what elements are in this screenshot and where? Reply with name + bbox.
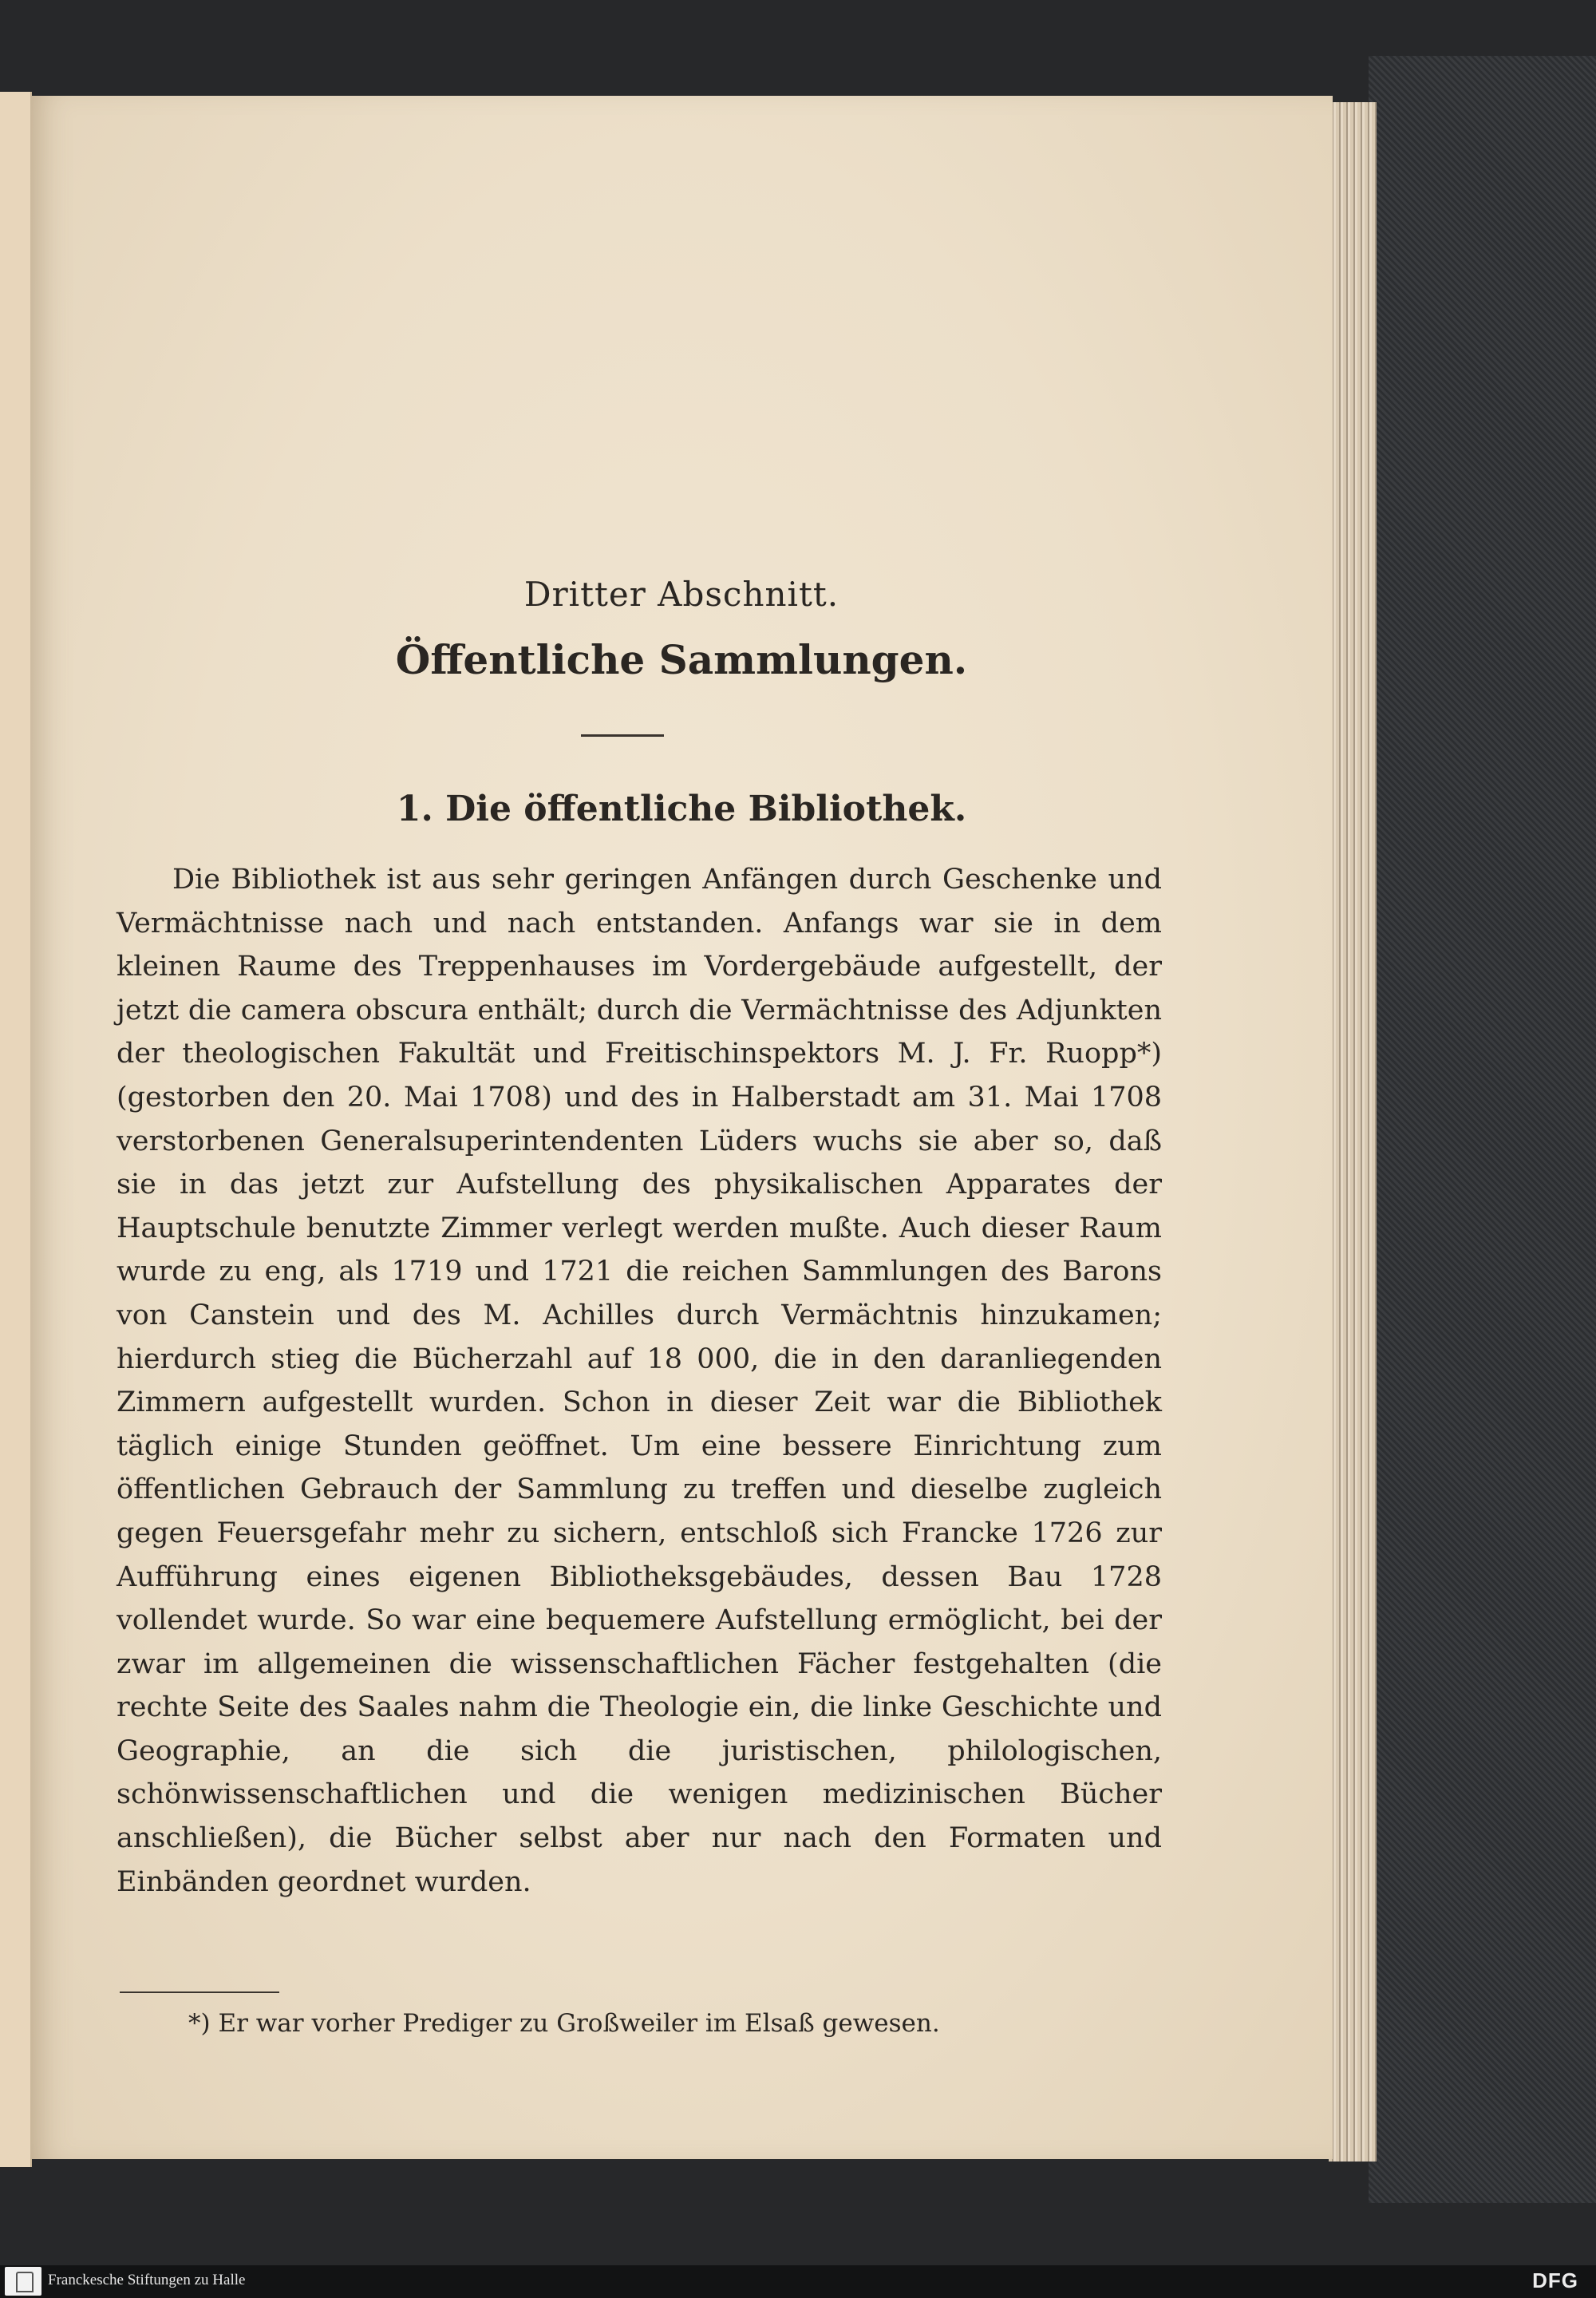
book-page [30, 96, 1333, 2159]
footnote: *) Er war vorher Prediger zu Großweiler im Elsaß gewesen. [188, 2009, 940, 2038]
page-edges [1329, 102, 1377, 2162]
subsection-title: 1. Die öffentliche Bibliothek. [396, 789, 967, 829]
section-label: Dritter Abschnitt. [523, 575, 839, 614]
left-page-edge [0, 92, 32, 2167]
book-cover-spine [1369, 56, 1596, 2203]
title-divider [581, 734, 664, 737]
section-title: Öffentliche Sammlungen. [395, 636, 968, 683]
dfg-logo: DFG [1532, 2268, 1578, 2292]
paragraph: Die Bibliothek ist aus sehr geringen Anfängen durch Geschenke und Vermächtnisse nach und nach entstanden. Anfangs war sie in dem kleinen Raume des Treppenhauses im Vordergebäude aufgestellt, der jetzt die camera obscura enthält; durch die Vermächtnisse des Adjunkten der theologischen Fakultät und Freitischinspektors M. J. Fr. Ruopp*) (gestorben den 20. Mai 1708) und des in Halberstadt am 31. Mai 1708 verstorbenen Generalsuperintendenten Lüders wuchs sie aber so, daß sie in das jetzt zur Aufstellung des physikalischen Apparates der Hauptschule benutzte Zimmer verlegt werden mußte. Auch dieser Raum wurde zu eng, als 1719 und 1721 die reichen Sammlungen des Barons von Canstein und des M. Achilles durch Vermächtnis hinzukamen; hierdurch stieg die Bücherzahl auf 18 000, die in den daranliegenden Zimmern aufgestellt wurden. Schon in dieser Zeit war die Bibliothek täglich einige Stunden geöffnet. Um eine bessere Einrichtung zum öffentlichen Gebrauch der Sammlung zu treffen und dieselbe zugleich gegen Feuersgefahr mehr zu sichern, entschloß sich Francke 1726 zur Aufführung eines eigenen Bibliotheksgebäudes, dessen Bau 1728 vollendet wurde. So war eine bequemere Aufstellung ermöglicht, bei der zwar im allgemeinen die wissenschaftlichen Fächer festgehalten (die rechte Seite des Saales nahm die Theologie ein, die linke Geschichte und Geographie, an die sich die juristischen, philologischen, schönwissenschaftlichen und die wenigen medizinischen Bücher anschließen), die Bücher selbst aber nur nach den Formaten und Einbänden geordnet wurden. [117, 864, 1162, 1898]
institution-logo-icon [5, 2267, 41, 2296]
institution-name: Franckesche Stiftungen zu Halle [48, 2272, 246, 2288]
footnote-divider [120, 1991, 279, 1993]
body-text [117, 858, 1162, 1904]
